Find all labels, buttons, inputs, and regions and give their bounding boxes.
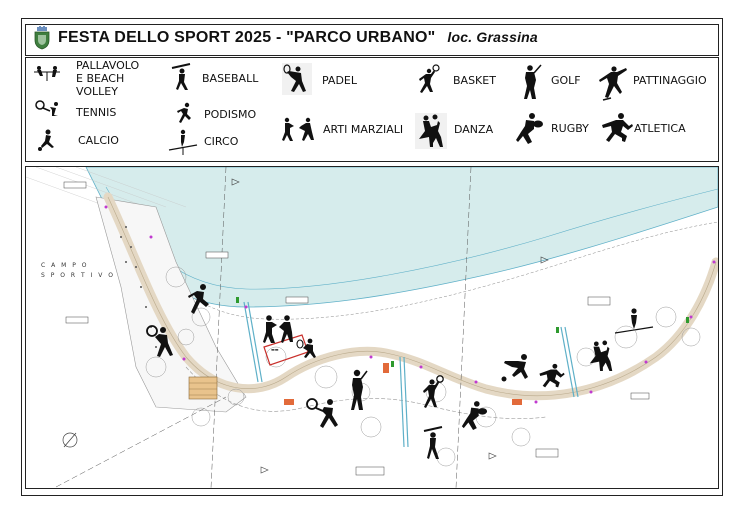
running-icon <box>176 102 194 124</box>
baseball-icon <box>170 62 194 92</box>
legend-label-danza: DANZA <box>454 123 494 136</box>
map-basketball-icon <box>419 375 445 409</box>
stage-deck <box>189 377 217 399</box>
soccer-icon <box>36 128 60 152</box>
map-circus-icon <box>614 307 654 341</box>
legend-label-baseball: BASEBALL <box>202 72 259 85</box>
legend-label-calcio: CALCIO <box>78 134 119 147</box>
map-rugby-icon <box>460 399 488 433</box>
campo-label-2: S P O R T I V O <box>41 272 115 279</box>
tennis-icon <box>34 99 64 117</box>
legend-label-pattinaggio: PATTINAGGIO <box>633 74 707 87</box>
page-title <box>58 29 538 47</box>
map-athletics-icon <box>534 363 566 389</box>
map-martial-arts-icon <box>262 314 294 344</box>
location-text: loc. Grassina <box>447 29 538 45</box>
legend-label-basket: BASKET <box>453 74 496 87</box>
athletics-icon <box>597 112 633 144</box>
municipal-crest-icon <box>33 26 51 50</box>
map-tennis-icon-2 <box>306 397 340 429</box>
legend-label-arti: ARTI MARZIALI <box>323 123 404 136</box>
map-golf-icon <box>348 369 368 411</box>
map-baseball-icon <box>422 425 444 461</box>
park-map <box>25 166 719 489</box>
rugby-icon <box>514 112 544 146</box>
title-text: FESTA DELLO SPORT 2025 - "PARCO URBANO" <box>58 29 436 46</box>
skating-icon <box>598 64 628 102</box>
map-soccer-icon <box>500 353 530 383</box>
map-padel-icon <box>296 337 318 359</box>
basketball-icon <box>414 64 442 94</box>
legend-label-podismo: PODISMO <box>204 108 257 121</box>
compass-icon <box>63 433 77 447</box>
map-tennis-icon <box>146 325 174 359</box>
legend-label-tennis: TENNIS <box>76 106 117 119</box>
padel-icon <box>282 63 312 95</box>
map-dance-icon <box>586 339 616 373</box>
dance-icon <box>415 113 447 149</box>
legend-label-pallavolo: PALLAVOLO E BEACH VOLLEY <box>76 59 140 98</box>
map-running-icon <box>187 284 211 316</box>
circus-icon <box>168 128 198 156</box>
volleyball-icon <box>32 64 62 82</box>
svg-text:▬▬: ▬▬ <box>271 347 279 352</box>
campo-label-1: C A M P O <box>41 262 89 269</box>
martial-arts-icon <box>281 116 315 142</box>
legend-label-rugby: RUGBY <box>551 122 589 135</box>
legend-label-circo: CIRCO <box>204 135 239 148</box>
legend-label-padel: PADEL <box>322 74 358 87</box>
golf-icon <box>520 64 542 100</box>
legend-label-golf: GOLF <box>551 74 581 87</box>
legend-label-atletica: ATLETICA <box>634 122 686 135</box>
